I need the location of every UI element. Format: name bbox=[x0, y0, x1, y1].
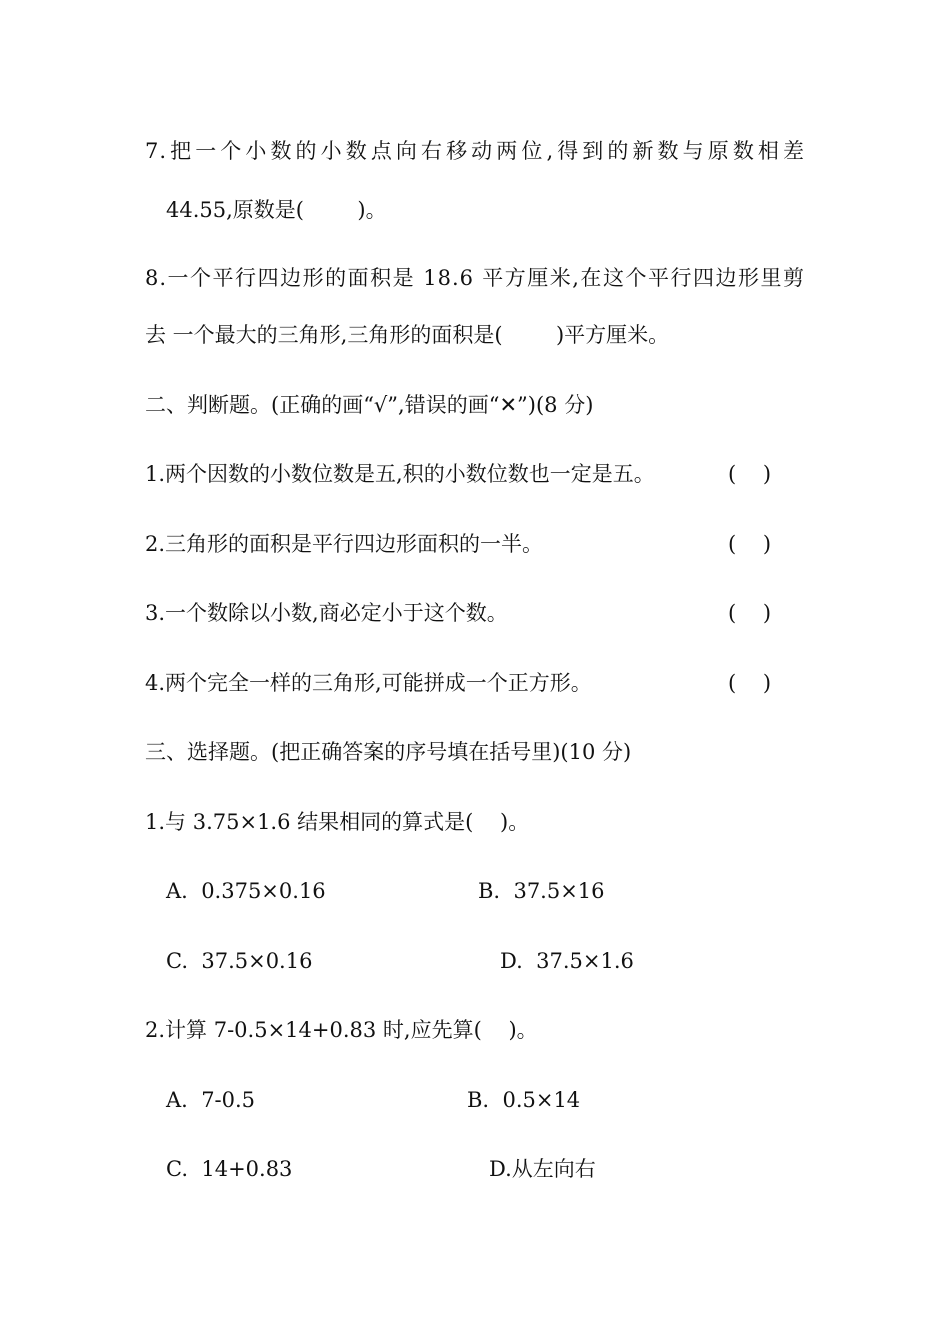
judge-item-3-answer-blank: ( ) bbox=[728, 601, 772, 625]
choice-question-2-option-d: D.从左向右 bbox=[489, 1157, 596, 1181]
choice-question-1-stem: 1.与 3.75×1.6 结果相同的算式是( )。 bbox=[145, 810, 530, 834]
judge-item-4: 4.两个完全一样的三角形,可能拼成一个正方形。 bbox=[145, 671, 592, 695]
choice-question-1-option-b: B. 37.5×16 bbox=[478, 879, 605, 903]
judge-item-3: 3.一个数除以小数,商必定小于这个数。 bbox=[145, 601, 508, 625]
question-7-line-2: 44.55,原数是( )。 bbox=[166, 198, 387, 222]
judge-item-1: 1.两个因数的小数位数是五,积的小数位数也一定是五。 bbox=[145, 462, 655, 486]
question-8-line-2: 去 一个最大的三角形,三角形的面积是( )平方厘米。 bbox=[145, 323, 670, 347]
question-7-line-1: 7.把一个小数的小数点向右移动两位,得到的新数与原数相差 bbox=[145, 139, 805, 163]
choice-question-2-stem: 2.计算 7-0.5×14+0.83 时,应先算( )。 bbox=[145, 1018, 538, 1042]
judge-item-2-answer-blank: ( ) bbox=[728, 532, 772, 556]
judge-item-4-answer-blank: ( ) bbox=[728, 671, 772, 695]
judge-item-1-answer-blank: ( ) bbox=[728, 462, 772, 486]
choice-question-2-option-c: C. 14+0.83 bbox=[166, 1157, 293, 1181]
question-8-line-1: 8.一个平行四边形的面积是 18.6 平方厘米,在这个平行四边形里剪 bbox=[145, 266, 805, 290]
choice-question-1-option-c: C. 37.5×0.16 bbox=[166, 949, 313, 973]
judge-section-heading: 二、判断题。(正确的画“√”,错误的画“✕”)(8 分) bbox=[145, 393, 594, 417]
choice-question-1-option-a: A. 0.375×0.16 bbox=[166, 879, 326, 903]
choice-question-1-option-d: D. 37.5×1.6 bbox=[500, 949, 634, 973]
judge-item-2: 2.三角形的面积是平行四边形面积的一半。 bbox=[145, 532, 544, 556]
choice-question-2-option-a: A. 7-0.5 bbox=[166, 1088, 256, 1112]
choice-question-2-option-b: B. 0.5×14 bbox=[467, 1088, 581, 1112]
choice-section-heading: 三、选择题。(把正确答案的序号填在括号里)(10 分) bbox=[145, 740, 632, 764]
